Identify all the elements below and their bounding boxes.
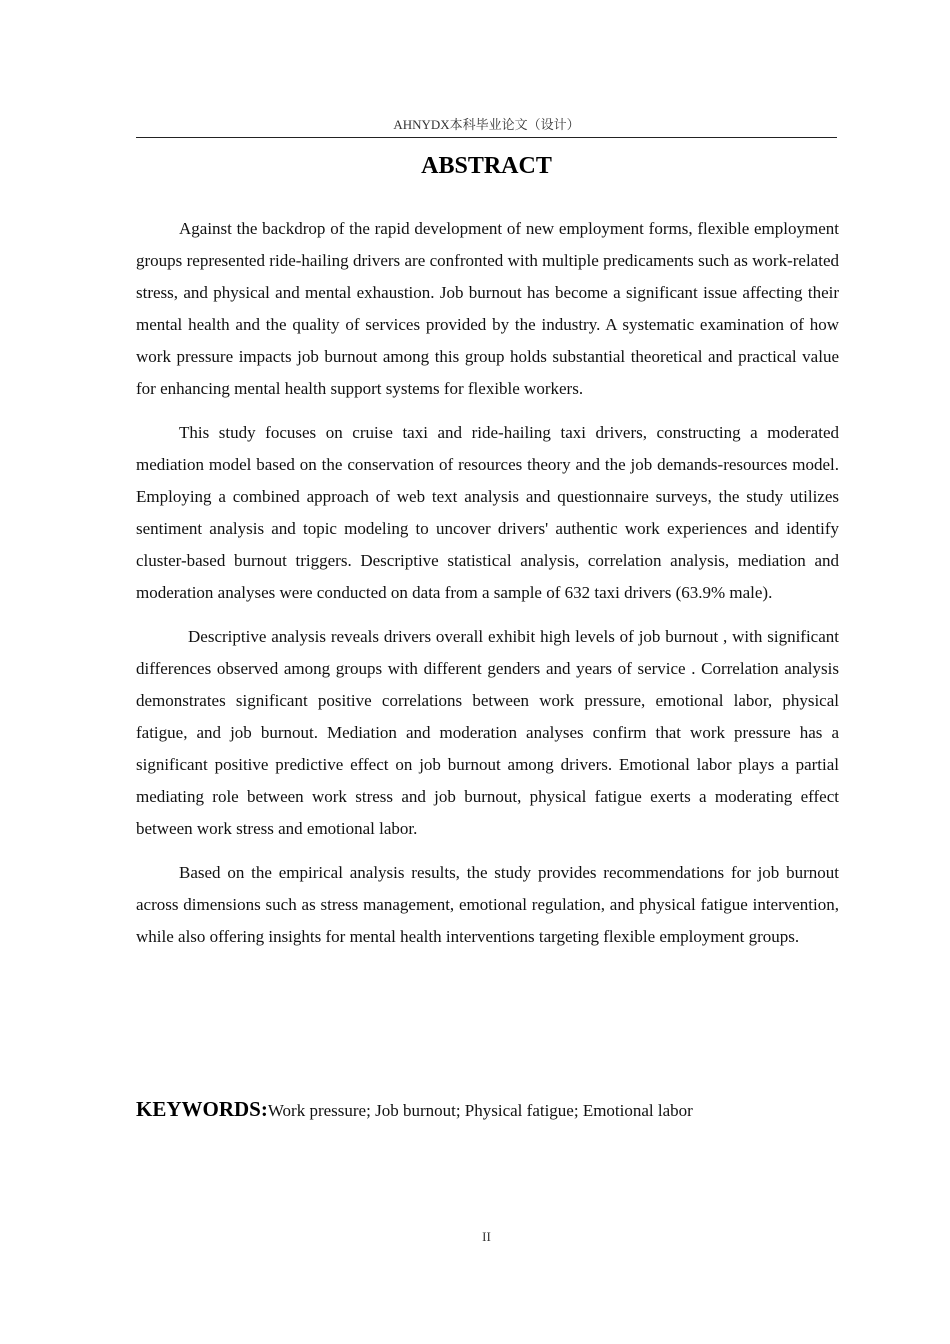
keywords-line: [136, 1093, 839, 1127]
running-header: AHNYDX本科毕业论文（设计）: [393, 117, 580, 132]
abstract-body: [136, 213, 839, 965]
abstract-paragraph-2: This study focuses on cruise taxi and ride-hailing taxi drivers, constructing a moderated mediation model based on the conservation of resources theory and the job demands-resources model. Employing a combined approach of web text analysis and questionnaire surveys, the study utilizes sentiment analysis and topic modeling to uncover drivers' authentic work experiences and identify cluster-based burnout triggers. Descriptive statistical analysis, correlation analysis, mediation and moderation analyses were conducted on data from a sample of 632 taxi drivers (63.9% male).: [136, 423, 839, 602]
header-divider: [136, 137, 837, 138]
abstract-paragraph-3: Descriptive analysis reveals drivers overall exhibit high levels of job burnout , with significant differences observed among groups with different genders and years of service . Correlation analysis demonstrates significant positive correlations between work pressure, emotional labor, physical fatigue, and job burnout. Mediation and moderation analyses confirm that work pressure has a significant positive predictive effect on job burnout among drivers. Emotional labor plays a partial mediating role between work stress and job burnout, physical fatigue exerts a moderating effect between work stress and emotional labor.: [136, 627, 839, 838]
keywords-label: KEYWORDS:: [136, 1097, 268, 1121]
abstract-paragraph-4: Based on the empirical analysis results, the study provides recommendations for job burnout across dimensions such as stress management, emotional regulation, and physical fatigue intervention, while also offering insights for mental health interventions targeting flexible employment groups.: [136, 863, 839, 946]
page-number: II: [482, 1229, 491, 1244]
abstract-paragraph-1: Against the backdrop of the rapid development of new employment forms, flexible employment groups represented ride-hailing drivers are confronted with multiple predicaments such as work-related stress, and physical and mental exhaustion. Job burnout has become a significant issue affecting their mental health and the quality of services provided by the industry. A systematic examination of how work pressure impacts job burnout among this group holds substantial theoretical and practical value for enhancing mental health support systems for flexible workers.: [136, 219, 839, 398]
abstract-title: ABSTRACT: [421, 153, 552, 179]
keywords-text: Work pressure; Job burnout; Physical fatigue; Emotional labor: [267, 1101, 693, 1120]
